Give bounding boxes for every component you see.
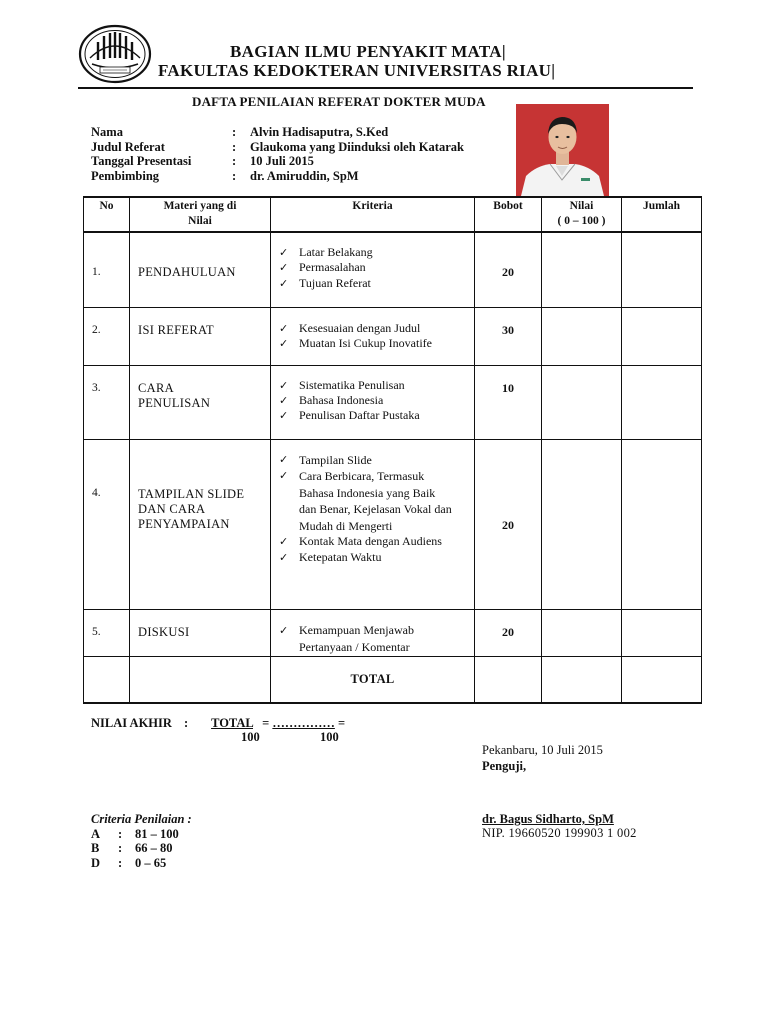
- criteria-range: 66 – 80: [135, 841, 173, 855]
- nilai-akhir-formula: [91, 716, 345, 731]
- row-nilai-cell: [542, 365, 622, 439]
- materi-line: PENDAHULUAN: [138, 265, 236, 279]
- header-jumlah: Jumlah: [622, 197, 702, 232]
- materi-line: PENULISAN: [138, 395, 211, 410]
- criteria-row: [91, 856, 192, 871]
- kriteria-item: [279, 408, 474, 423]
- table-row: [84, 307, 702, 365]
- document-title: DAFTA PENILAIAN REFERAT DOKTER MUDA: [192, 94, 486, 109]
- check-icon: ✓: [279, 469, 289, 482]
- row-materi: [130, 609, 271, 656]
- kriteria-item: [279, 393, 474, 408]
- info-colon: :: [232, 168, 237, 183]
- kriteria-item: [279, 276, 474, 291]
- kriteria-text: Tujuan Referat: [299, 275, 371, 290]
- criteria-range: 81 – 100: [135, 826, 179, 841]
- row-jumlah-cell: [622, 609, 702, 656]
- info-row-judul: [91, 140, 464, 155]
- check-icon: ✓: [279, 246, 289, 259]
- total-bobot-cell: [475, 656, 542, 703]
- student-photo: [516, 104, 609, 196]
- header-nilai-line1: Nilai: [569, 200, 594, 212]
- kriteria-item: [279, 378, 474, 393]
- info-value-pembimbing: dr. Amiruddin, SpM: [250, 168, 359, 183]
- row-jumlah-cell: [622, 365, 702, 439]
- row-number: 1.: [84, 232, 130, 307]
- criteria-grade: D: [91, 855, 101, 870]
- kriteria-list: [271, 378, 474, 424]
- table-row: [84, 609, 702, 656]
- nilai-akhir-denominator: 100: [320, 730, 339, 744]
- row-jumlah-cell: [622, 232, 702, 307]
- info-value-judul: Glaukoma yang Diinduksi oleh Katarak: [250, 139, 464, 154]
- row-number: 5.: [84, 609, 130, 656]
- row-kriteria: [271, 439, 475, 609]
- row-bobot: 30: [475, 307, 542, 365]
- header-nilai-line2: ( 0 – 100 ): [557, 215, 606, 227]
- info-label: Nama: [91, 125, 123, 139]
- table-row: [84, 439, 702, 609]
- row-kriteria: [271, 609, 475, 656]
- row-kriteria: [271, 307, 475, 365]
- kriteria-text: Muatan Isi Cukup Inovatife: [299, 335, 432, 350]
- materi-line: CARA: [138, 380, 174, 395]
- info-label: Judul Referat: [91, 139, 165, 154]
- total-label: TOTAL: [271, 656, 475, 703]
- university-logo: [78, 24, 152, 84]
- kriteria-text: Kontak Mata dengan Audiens: [299, 534, 442, 548]
- assessment-table: [83, 196, 702, 704]
- total-row: [84, 656, 702, 703]
- nilai-akhir-total: TOTAL: [211, 716, 253, 730]
- kriteria-text: Sistematika Penulisan: [299, 377, 405, 392]
- row-jumlah-cell: [622, 439, 702, 609]
- materi-line: ISI REFERAT: [138, 322, 214, 337]
- kriteria-item: [279, 260, 474, 275]
- criteria-colon: :: [118, 841, 123, 855]
- kriteria-item: [279, 336, 474, 351]
- header-materi: [130, 197, 271, 232]
- nilai-akhir-equals: =: [262, 716, 270, 730]
- check-icon: ✓: [279, 393, 289, 407]
- criteria-grade: B: [91, 841, 100, 855]
- row-materi: [130, 307, 271, 365]
- kriteria-text: Kemampuan Menjawab Pertanyaan / Komentar: [299, 622, 414, 654]
- info-value-nama: Alvin Hadisaputra, S.Ked: [250, 125, 389, 139]
- check-icon: ✓: [279, 623, 289, 637]
- header-nilai: [542, 197, 622, 232]
- table-header-row: [84, 197, 702, 232]
- header-department: BAGIAN ILMU PENYAKIT MATA|: [230, 42, 506, 61]
- kriteria-item: [279, 468, 474, 534]
- row-kriteria: [271, 365, 475, 439]
- kriteria-list: [271, 245, 474, 291]
- check-icon: ✓: [279, 336, 289, 350]
- row-nilai-cell: [542, 232, 622, 307]
- kriteria-text: Latar Belakang: [299, 245, 373, 259]
- check-icon: ✓: [279, 452, 289, 466]
- row-materi: [130, 232, 271, 307]
- kriteria-text: Bahasa Indonesia: [299, 392, 384, 407]
- info-value-tanggal: 10 Juli 2015: [250, 154, 314, 168]
- check-icon: ✓: [279, 409, 289, 423]
- check-icon: ✓: [279, 261, 289, 275]
- info-colon: :: [232, 154, 237, 168]
- total-empty-cell: [84, 656, 130, 703]
- grading-criteria: [91, 812, 192, 870]
- header-materi-line2: Nilai: [188, 215, 212, 227]
- table-row: [84, 232, 702, 307]
- kriteria-text: Cara Berbicara, Termasuk Bahasa Indonesia yang Baik dan Benar, Kejelasan Vokal dan Mudah di Mengerti: [299, 469, 452, 533]
- materi-line: DISKUSI: [138, 624, 190, 639]
- header-kriteria: Kriteria: [271, 197, 475, 232]
- check-icon: ✓: [279, 535, 289, 548]
- nilai-akhir-equals: =: [338, 716, 346, 730]
- info-row-pembimbing: [91, 169, 464, 184]
- total-empty-cell: [130, 656, 271, 703]
- kriteria-item: [279, 245, 474, 260]
- header-no: No: [84, 197, 130, 232]
- kriteria-text: Kesesuaian dengan Judul: [299, 320, 421, 335]
- criteria-title: Criteria Penilaian :: [91, 812, 192, 826]
- kriteria-text: Tampilan Slide: [299, 452, 372, 467]
- kriteria-item: [279, 622, 474, 656]
- info-label: Pembimbing: [91, 168, 160, 183]
- nilai-akhir-label: NILAI AKHIR: [91, 716, 172, 730]
- place-date: Pekanbaru, 10 Juli 2015: [482, 743, 603, 757]
- info-colon: :: [232, 139, 237, 154]
- row-number: 3.: [84, 365, 130, 439]
- examiner-label: Penguji,: [482, 759, 527, 773]
- materi-line: PENYAMPAIAN: [138, 516, 230, 531]
- row-jumlah-cell: [622, 307, 702, 365]
- kriteria-item: [279, 534, 474, 550]
- criteria-colon: :: [118, 826, 123, 841]
- kriteria-list: [271, 452, 474, 566]
- info-row-tanggal: [91, 154, 464, 169]
- info-colon: :: [232, 125, 237, 139]
- nilai-akhir-colon: :: [183, 716, 189, 730]
- info-label: Tanggal Presentasi: [91, 154, 192, 168]
- kriteria-text: Penulisan Daftar Pustaka: [299, 408, 420, 423]
- header-bobot: Bobot: [475, 197, 542, 232]
- row-kriteria: [271, 232, 475, 307]
- nilai-akhir-denominator: 100: [241, 730, 260, 744]
- kriteria-item: [279, 321, 474, 336]
- materi-line: TAMPILAN SLIDE: [138, 486, 245, 501]
- info-row-nama: [91, 125, 464, 140]
- row-number: 2.: [84, 307, 130, 365]
- criteria-row: [91, 827, 192, 842]
- kriteria-item: [279, 452, 474, 469]
- check-icon: ✓: [279, 378, 289, 392]
- row-bobot: 20: [475, 232, 542, 307]
- check-icon: ✓: [279, 276, 289, 290]
- nilai-akhir-dots: ……………: [272, 716, 335, 730]
- row-nilai-cell: [542, 609, 622, 656]
- row-bobot: 20: [475, 439, 542, 609]
- criteria-colon: :: [118, 855, 123, 870]
- total-jumlah-cell: [622, 656, 702, 703]
- kriteria-text: Permasalahan: [299, 260, 366, 275]
- materi-line: DAN CARA: [138, 501, 206, 516]
- row-nilai-cell: [542, 439, 622, 609]
- header-divider: [78, 87, 693, 89]
- table-row: [84, 365, 702, 439]
- row-bobot: 20: [475, 609, 542, 656]
- row-materi: [130, 439, 271, 609]
- examiner-nip: NIP. 19660520 199903 1 002: [482, 826, 637, 840]
- header-faculty: FAKULTAS KEDOKTERAN UNIVERSITAS RIAU|: [158, 61, 556, 80]
- referat-info: [91, 125, 464, 183]
- criteria-row: [91, 841, 192, 856]
- kriteria-item: [279, 550, 474, 566]
- row-nilai-cell: [542, 307, 622, 365]
- kriteria-list: [271, 622, 474, 656]
- examiner-name: dr. Bagus Sidharto, SpM: [482, 812, 614, 826]
- row-bobot: 10: [475, 365, 542, 439]
- kriteria-text: Ketepatan Waktu: [299, 549, 382, 564]
- check-icon: ✓: [279, 550, 289, 564]
- criteria-grade: A: [91, 826, 101, 841]
- total-nilai-cell: [542, 656, 622, 703]
- check-icon: ✓: [279, 321, 289, 335]
- row-materi: [130, 365, 271, 439]
- header-materi-line1: Materi yang di: [163, 200, 237, 212]
- criteria-range: 0 – 65: [135, 855, 167, 870]
- kriteria-list: [271, 321, 474, 352]
- row-number: 4.: [84, 439, 130, 609]
